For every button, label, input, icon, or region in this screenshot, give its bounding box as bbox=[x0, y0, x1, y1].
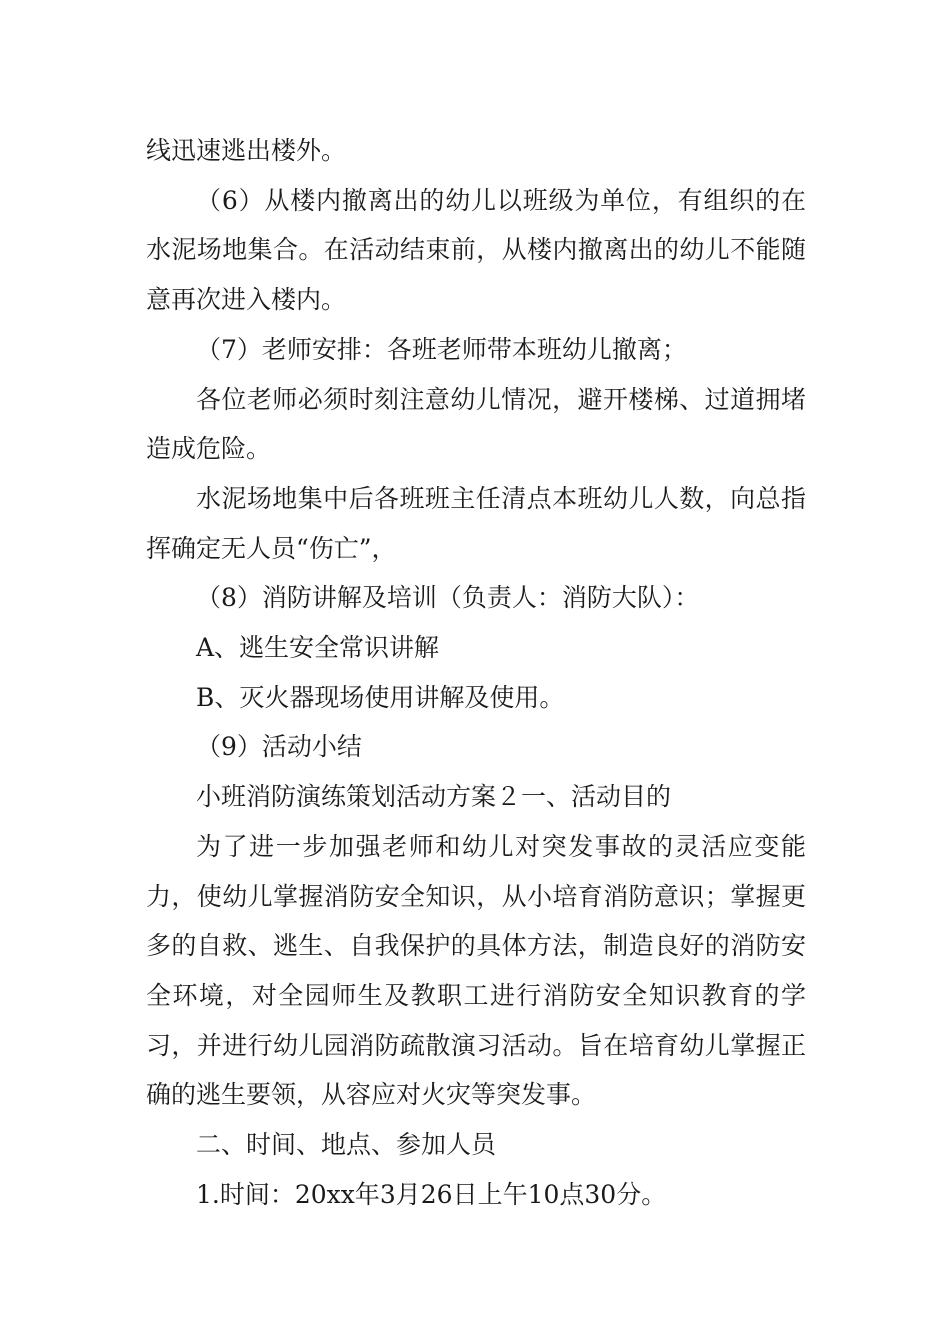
section-heading-time-place: 二、时间、地点、参加人员 bbox=[196, 1130, 497, 1160]
paragraph-purpose: 为了进一步加强老师和幼儿对突发事故的灵活应变能力，使幼儿掌握消防安全知识，从小培育消防意识；掌握更多的自救、逃生、自我保护的具体方法，制造良好的消防安全环境，对全园师生及教职工进行消防安全知识教育的学习，并进行幼儿园消防疏散演习活动。旨在培育幼儿掌握正确的逃生要领，从容应对火灾等突发事。 bbox=[146, 831, 806, 1110]
section-heading-plan-2: 小班消防演练策划活动方案２一、活动目的 bbox=[196, 782, 672, 812]
paragraph-teacher-note: 各位老师必须时刻注意幼儿情况，避开楼梯、过道拥堵造成危险。 bbox=[146, 384, 806, 464]
paragraph-continuation: 线迅速逃出楼外。 bbox=[146, 136, 347, 165]
paragraph-headcount: 水泥场地集中后各班班主任清点本班幼儿人数，向总指挥确定无人员“伤亡”， bbox=[146, 483, 806, 563]
paragraph-time: 1.时间：20xx年3月26日上午10点30分。 bbox=[196, 1179, 667, 1209]
document-body bbox=[146, 126, 806, 1219]
paragraph-step-6: （6）从楼内撤离出的幼儿以班级为单位，有组织的在水泥场地集合。在活动结束前，从楼内撤离出的幼儿不能随意再次进入楼内。 bbox=[146, 185, 806, 315]
paragraph-step-8: （8）消防讲解及培训（负责人：消防大队）： bbox=[196, 583, 700, 613]
paragraph-item-b: B、灭火器现场使用讲解及使用。 bbox=[196, 682, 565, 712]
paragraph-item-a: A、逃生安全常识讲解 bbox=[196, 633, 440, 663]
paragraph-step-7: （7）老师安排：各班老师带本班幼儿撤离； bbox=[196, 334, 687, 364]
paragraph-step-9: （9）活动小结 bbox=[196, 732, 362, 762]
